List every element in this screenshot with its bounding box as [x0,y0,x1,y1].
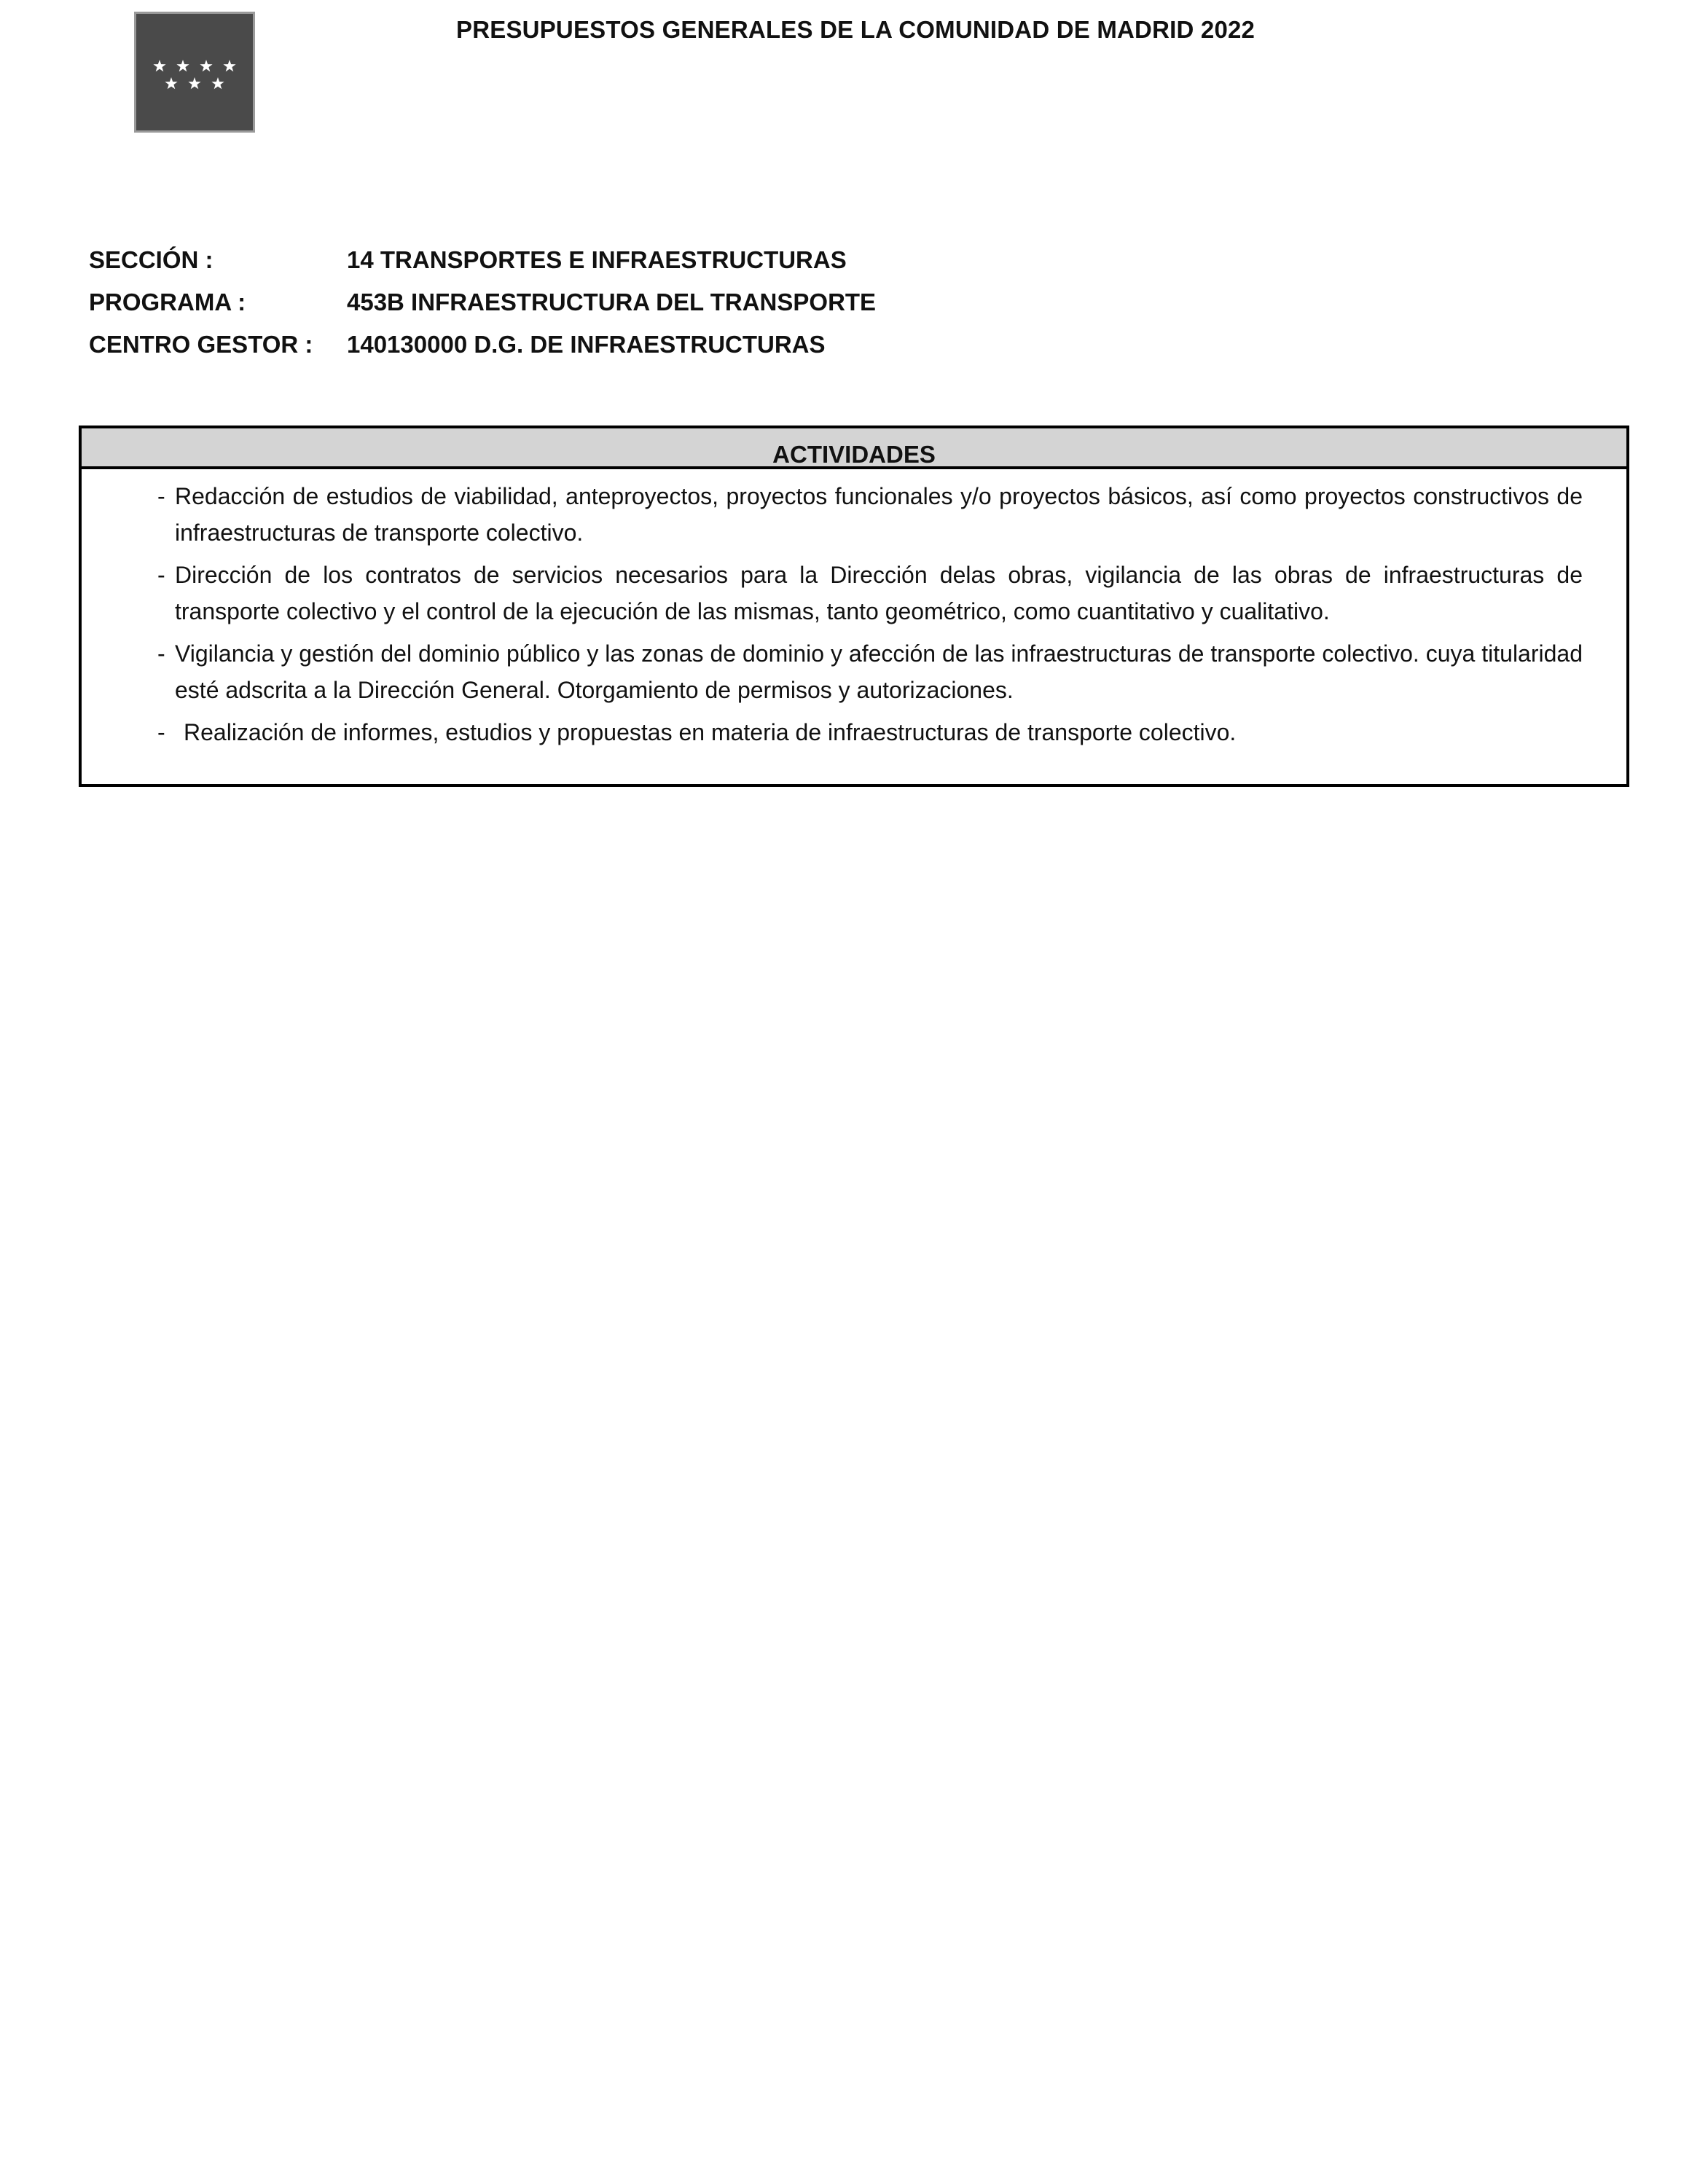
activity-item [157,478,1583,551]
activity-item [157,635,1583,708]
activities-list [82,469,1626,750]
seccion-row [89,239,876,281]
activity-text: Redacción de estudios de viabilidad, anteproyectos, proyectos funcionales y/o proyectos básicos, así como proyectos constructivos de infraestructuras de transporte colectivo. [175,483,1583,546]
seccion-label: SECCIÓN : [89,246,214,273]
seccion-value: 14 TRANSPORTES E INFRAESTRUCTURAS [347,246,847,273]
bullet-dash: - [157,483,165,509]
madrid-logo [134,12,255,133]
activity-item [157,714,1583,750]
budget-metadata [89,239,876,366]
activities-table [79,426,1629,787]
programa-row [89,281,876,324]
activities-heading: ACTIVIDADES [82,428,1626,469]
centro-gestor-row [89,324,876,366]
madrid-seven-stars-icon [136,14,253,130]
activity-text: Realización de informes, estudios y propuestas en materia de infraestructuras de transporte colectivo. [184,719,1237,745]
programa-value: 453B INFRAESTRUCTURA DEL TRANSPORTE [347,289,877,315]
bullet-dash: - [157,562,165,588]
document-title: PRESUPUESTOS GENERALES DE LA COMUNIDAD DE MADRID 2022 [456,16,1255,43]
bullet-dash: - [157,719,165,745]
activity-text: Dirección de los contratos de servicios necesarios para la Dirección delas obras, vigilancia de las obras de infraestructuras de transporte colectivo y el control de la ejecución de las mismas, tanto geométrico, como cuantitativo y cualitativo. [175,562,1583,624]
activity-text: Vigilancia y gestión del dominio público y las zonas de dominio y afección de las infraestructuras de transporte colectivo. cuya titularidad esté adscrita a la Dirección General. Otorgamiento de permisos y autorizaciones. [175,640,1583,703]
bullet-dash: - [157,640,165,667]
activity-item [157,557,1583,630]
programa-label: PROGRAMA : [89,289,246,315]
centro-gestor-label: CENTRO GESTOR : [89,331,313,358]
centro-gestor-value: 140130000 D.G. DE INFRAESTRUCTURAS [347,331,826,358]
